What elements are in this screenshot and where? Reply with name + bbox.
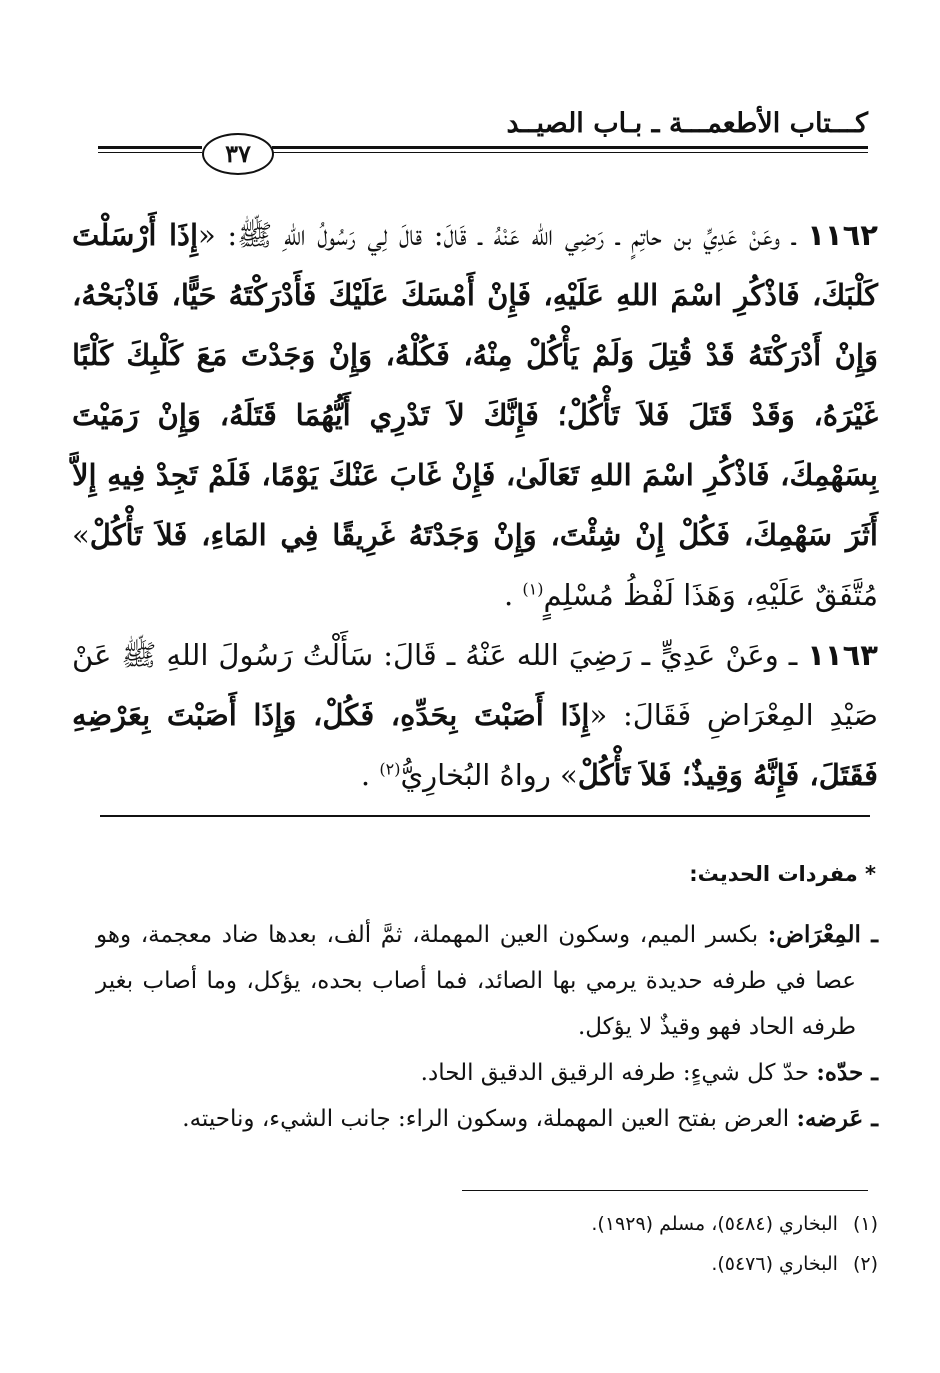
hadith-end: .: [360, 758, 380, 792]
hadith-intro: وعَنْ عَدِيٍّ ـ رَضِيَ الله عَنْهُ ـ قَالَ: سَأَلْتُ رَسُولَ اللهِ ﷺ عَنْ صَيْدِ المِعْرَاضِ فَقَالَ: «: [72, 638, 878, 732]
header-rule-right: [272, 146, 868, 153]
page-number: ٣٧: [202, 133, 274, 175]
vocab-definition: العرض بفتح العين المهملة، وسكون الراء: جانب الشيء، وناحيته.: [182, 1106, 797, 1132]
footnote-2: [96, 1244, 878, 1284]
hadith-dash: ـ: [778, 638, 808, 672]
footnote-text: البخاري (٥٤٨٤)، مسلم (١٩٢٩).: [591, 1213, 838, 1235]
footnotes: [96, 1204, 878, 1284]
hadith-intro: وعَنْ عَدِيِّ بن حاتِمٍ ـ رَضِي الله عَنْهُ ـ قَالَ: قالَ لِي رَسُولُ اللهِ ﷺ: «: [198, 218, 781, 252]
vocab-term: ـ عَرضه:: [796, 1105, 878, 1132]
hadith-dash: ـ: [780, 218, 808, 252]
running-title: كـــتاب الأطعمـــة ـ بـاب الصيــد: [506, 108, 868, 139]
footnote-ref[interactable]: (١): [522, 579, 544, 599]
vocab-definition: بكسر الميم، وسكون العين المهملة، ثمَّ ألف، بعدها ضاد معجمة، وهو عصا في طرفه حديدة يرمي بها الصائد، فما أصاب بحده، يؤكل، وما أصاب بغير طرفه الحاد فهو وقيذٌ لا يؤكل.: [96, 922, 856, 1040]
vocab-term: ـ المِعْرَاض:: [767, 921, 878, 948]
vocabulary-list: [96, 912, 878, 1142]
vocab-item: [96, 1096, 878, 1142]
footnote-ref[interactable]: (٢): [379, 759, 401, 779]
footnote-rule: [462, 1190, 868, 1191]
footnote-number: (١): [852, 1213, 878, 1235]
header-rule-left: [98, 146, 202, 153]
hadith-number: ١١٦٣: [807, 638, 878, 672]
hadith-1162: [72, 205, 878, 625]
section-divider: [100, 815, 870, 817]
hadith-outro: » مُتَّفَقٌ عَلَيْهِ، وَهَذَا لَفْظُ مُسْلِمٍ: [72, 518, 878, 612]
vocabulary-heading: * مفردات الحديث:: [689, 862, 876, 886]
vocab-item: [96, 1050, 878, 1096]
hadith-text: إِذَا أَرْسَلْتَ كَلْبَكَ، فَاذْكُرِ اسْمَ اللهِ عَلَيْهِ، فَإِنْ أَمْسَكَ عَلَيْكَ فَأَدْرَكْتَهُ حَيًّا، فَاذْبَحْهُ، وَإِنْ أَدْرَكْتَهُ قَدْ قُتِلَ وَلَمْ يَأْكُلْ مِنْهُ، فَكُلْهُ، وَإِنْ وَجَدْتَ مَعَ كَلْبِكَ كَلْبًا غَيْرَهُ، وَقَدْ قَتَلَ فَلاَ تَأْكُلْ؛ فَإِنَّكَ لاَ تَدْرِي أَيُّهُمَا قَتَلَهُ، وَإِنْ رَمَيْتَ بِسَهْمِكَ، فَاذْكُرِ اسْمَ اللهِ تَعَالَىٰ، فَإِنْ غَابَ عَنْكَ يَوْمًا، فَلَمْ تَجِدْ فِيهِ إِلاَّ أَثَرَ سَهْمِكَ، فَكُلْ إِنْ شِئْتَ، وَإِنْ وَجَدْتَهُ غَرِيقًا فِي المَاءِ، فَلاَ تَأْكُلْ: [72, 218, 878, 552]
hadith-1163: [72, 625, 878, 805]
vocab-term: ـ حدّه:: [816, 1059, 878, 1086]
hadith-number: ١١٦٢: [807, 218, 879, 252]
vocab-definition: حدّ كل شيءٍ: طرفه الرقيق الدقيق الحاد.: [420, 1060, 817, 1086]
footnote-number: (٢): [852, 1253, 878, 1275]
hadith-outro: » رواهُ البُخارِيُّ: [400, 758, 578, 792]
hadith-block: [72, 205, 878, 805]
hadith-text: إِذَا أَصَبْتَ بِحَدِّهِ، فَكُلْ، وَإِذَا أَصَبْتَ بِعَرْضِهِ فَقَتَلَ، فَإِنَّهُ وَقِيذٌ؛ فَلاَ تَأْكُلْ: [72, 698, 878, 792]
footnote-text: البخاري (٥٤٧٦).: [711, 1253, 838, 1275]
hadith-end: .: [503, 578, 523, 612]
footnote-1: [96, 1204, 878, 1244]
vocab-item: [96, 912, 878, 1050]
